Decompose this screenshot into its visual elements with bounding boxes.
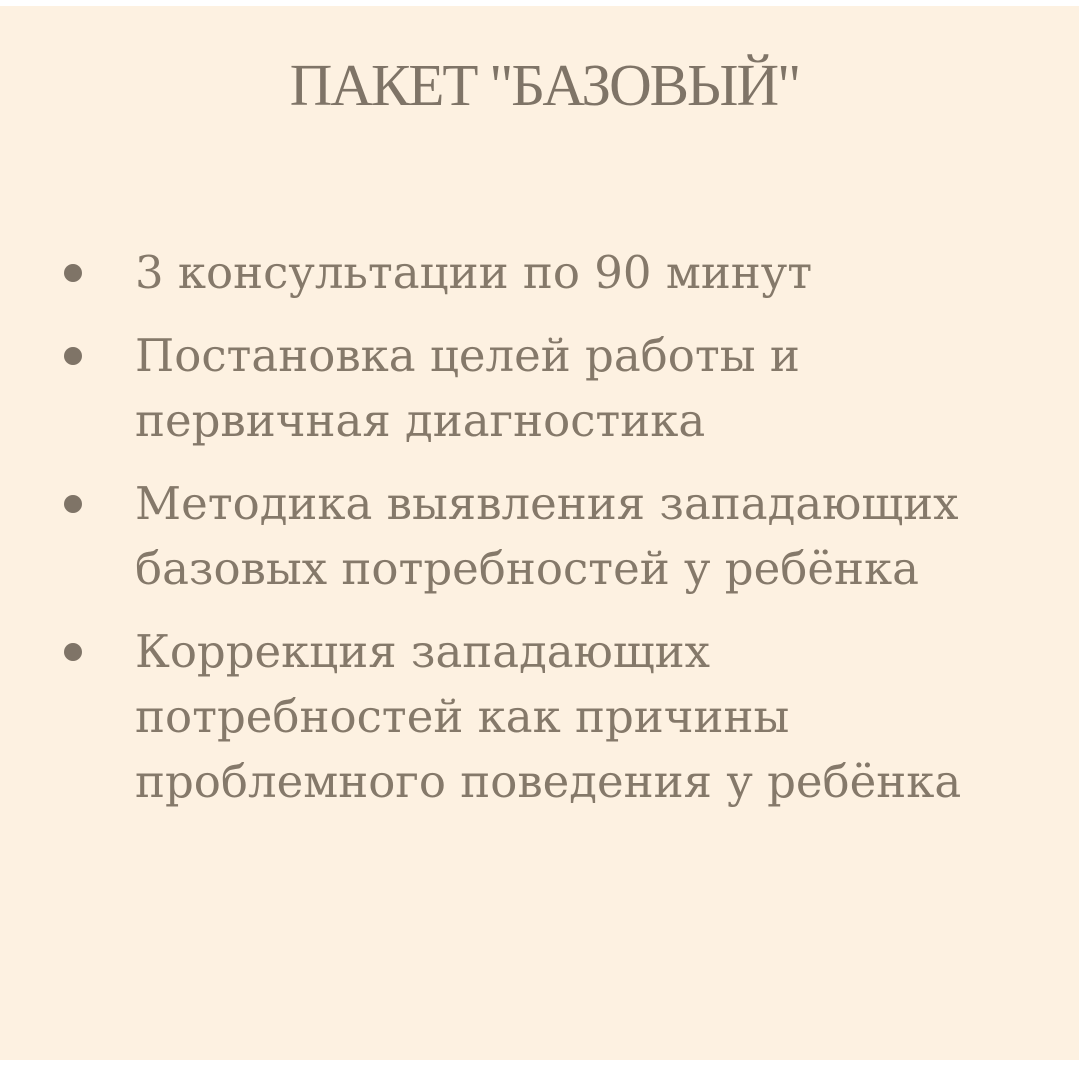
feature-text: первичная диагностика bbox=[135, 394, 706, 447]
feature-item bbox=[0, 323, 1079, 453]
feature-text: 3 консультации по 90 минут bbox=[135, 246, 813, 299]
feature-text: Методика выявления западающих bbox=[135, 477, 959, 530]
feature-text: Постановка целей работы и bbox=[135, 329, 800, 382]
feature-text: проблемного поведения у ребёнка bbox=[135, 755, 962, 808]
feature-text: Коррекция западающих bbox=[135, 625, 711, 678]
feature-item bbox=[0, 471, 1079, 601]
feature-list bbox=[0, 240, 1079, 832]
feature-text: потребностей как причины bbox=[135, 690, 790, 743]
feature-text: базовых потребностей у ребёнка bbox=[135, 542, 919, 595]
feature-item bbox=[0, 619, 1079, 814]
feature-item bbox=[0, 240, 1079, 305]
package-card bbox=[0, 6, 1079, 1060]
bullet-icon bbox=[64, 495, 82, 513]
bullet-icon bbox=[64, 264, 82, 282]
bullet-icon bbox=[64, 643, 82, 661]
bullet-icon bbox=[64, 347, 82, 365]
package-title: ПАКЕТ "БАЗОВЫЙ" bbox=[289, 52, 800, 118]
